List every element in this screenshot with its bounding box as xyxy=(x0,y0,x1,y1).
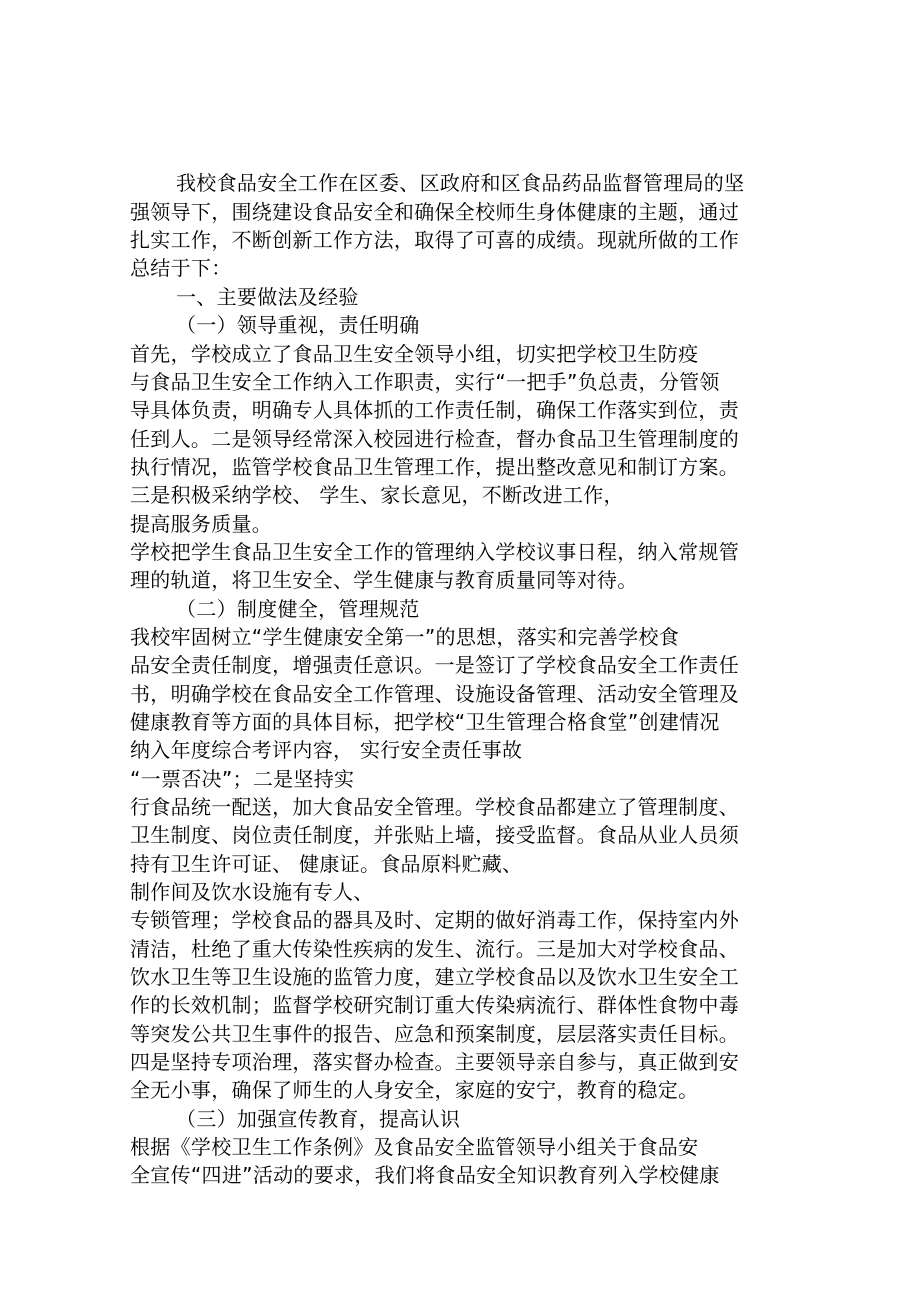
paragraph-4-line-2: 全宣传“四进”活动的要求，我们将食品安全知识教育列入学校健康 xyxy=(130,1163,720,1187)
paragraph-3-line-4: 健康教育等方面的具体目标，把学校“卫生管理合格食堂”创建情况 xyxy=(130,710,720,734)
paragraph-3-line-16: 四是坚持专项治理，落实督办检查。主要领导亲自参与，真正做到安 xyxy=(130,1050,739,1074)
paragraph-intro-line-1: 我校食品安全工作在区委、区政府和区食品药品监督管理局的坚 xyxy=(176,171,745,195)
paragraph-3-line-15: 等突发公共卫生事件的报告、应急和预案制度，层层落实责任目标。 xyxy=(130,1022,739,1046)
paragraph-3-line-1: 我校牢固树立“学生健康安全第一”的思想，落实和完善学校食 xyxy=(130,625,680,649)
subsection-heading-3: （三）加强宣传教育，提高认识 xyxy=(176,1107,461,1131)
paragraph-1-line-5: 执行情况，监管学校食品卫生管理工作，提出整改意见和制订方案。 xyxy=(130,455,739,479)
paragraph-3-line-8: 卫生制度、岗位责任制度，并张贴上墙，接受监督。食品从业人员须 xyxy=(130,823,739,847)
paragraph-3-line-10: 制作间及饮水设施有专人、 xyxy=(130,880,374,904)
paragraph-2-line-1: 学校把学生食品卫生安全工作的管理纳入学校议事日程，纳入常规管 xyxy=(130,540,739,564)
paragraph-4-line-1: 根据《学校卫生工作条例》及食品安全监管领导小组关于食品安 xyxy=(130,1135,699,1159)
paragraph-intro-line-4: 总结于下： xyxy=(130,256,232,280)
paragraph-3-line-6: “一票否决”；二是坚持实 xyxy=(130,767,355,791)
paragraph-3-line-12: 清洁，杜绝了重大传染性疾病的发生、流行。三是加大对学校食品、 xyxy=(130,937,739,961)
paragraph-intro-line-3: 扎实工作，不断创新工作方法，取得了可喜的成绩。现就所做的工作 xyxy=(130,228,739,252)
paragraph-3-line-3: 书，明确学校在食品安全工作管理、设施设备管理、活动安全管理及 xyxy=(130,682,739,706)
paragraph-3-line-5: 纳入年度综合考评内容， 实行安全责任事故 xyxy=(130,738,523,762)
paragraph-3-line-2: 品安全责任制度，增强责任意识。一是签订了学校食品安全工作责任 xyxy=(130,653,739,677)
paragraph-1-line-7: 提高服务质量。 xyxy=(130,512,273,536)
paragraph-1-line-4: 任到人。二是领导经常深入校园进行检查，督办食品卫生管理制度的 xyxy=(130,427,739,451)
paragraph-3-line-11: 专锁管理；学校食品的器具及时、定期的做好消毒工作，保持室内外 xyxy=(130,908,739,932)
section-heading-main: 一、主要做法及经验 xyxy=(176,285,359,309)
paragraph-intro-line-2: 强领导下，围绕建设食品安全和确保全校师生身体健康的主题，通过 xyxy=(130,200,739,224)
subsection-heading-2: （二）制度健全，管理规范 xyxy=(176,597,420,621)
paragraph-1-line-6: 三是积极采纳学校、 学生、家长意见，不断改进工作， xyxy=(130,483,624,507)
paragraph-1-line-2: 与食品卫生安全工作纳入工作职责，实行“一把手”负总责，分管领 xyxy=(130,370,720,394)
paragraph-3-line-17: 全无小事，确保了师生的人身安全，家庭的安宁，教育的稳定。 xyxy=(130,1078,699,1102)
paragraph-3-line-14: 作的长效机制；监督学校研究制订重大传染病流行、群体性食物中毒 xyxy=(130,993,739,1017)
paragraph-3-line-7: 行食品统一配送，加大食品安全管理。学校食品都建立了管理制度、 xyxy=(130,795,739,819)
subsection-heading-1: （一）领导重视，责任明确 xyxy=(176,313,420,337)
paragraph-3-line-13: 饮水卫生等卫生设施的监管力度，建立学校食品以及饮水卫生安全工 xyxy=(130,965,739,989)
paragraph-1-line-3: 导具体负责，明确专人具体抓的工作责任制，确保工作落实到位，责 xyxy=(130,398,739,422)
paragraph-2-line-2: 理的轨道，将卫生安全、学生健康与教育质量同等对待。 xyxy=(130,568,638,592)
paragraph-3-line-9: 持有卫生许可证、 健康证。食品原料贮藏、 xyxy=(130,852,523,876)
paragraph-1-line-1: 首先，学校成立了食品卫生安全领导小组，切实把学校卫生防疫 xyxy=(130,342,699,366)
